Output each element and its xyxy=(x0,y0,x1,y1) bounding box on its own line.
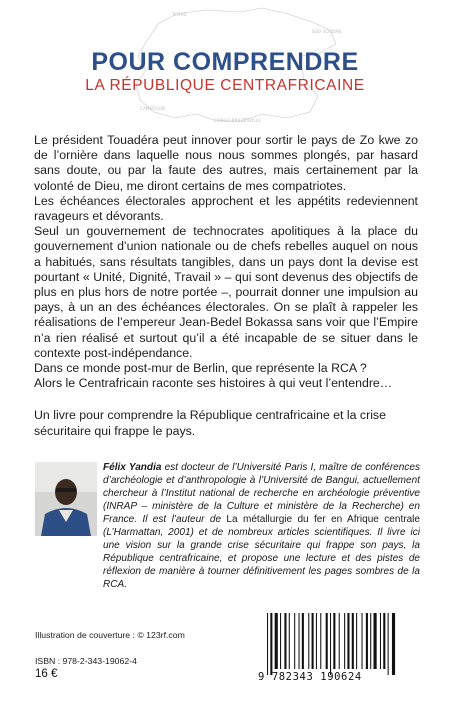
barcode-bar xyxy=(267,613,268,675)
map-label: TCHAD xyxy=(172,12,187,17)
map-label: SUD-SOUDAN xyxy=(312,29,342,34)
barcode-bar xyxy=(352,613,354,669)
summary-paragraph: Seul un gouvernement de technocrates apolitiques à la place du gouvernement d’union nationale ou de chefs rebelles auquel on nous a habitués, sans résultats tangibles, dans un pays dont la devise est pourtant « Unité, Dignité, Travail » – qui sont devenus des objectifs de plus en plus hors de notre portée –, pourrait donner une impulsion au pays, à un an des échéances électorales. On se plaît à rappeler les réalisations de l’empereur Jean-Bedel Bokassa sans voir que l’Empire n’a rien réalisé et surtout qu’il a été incapable de se situer dans le contexte post-indépendance. xyxy=(34,224,418,360)
barcode-bar xyxy=(347,613,349,669)
barcode-bar xyxy=(383,613,385,669)
barcode-bar xyxy=(330,613,331,675)
barcode-bar xyxy=(284,613,286,669)
author-bio-text: (L’Harmattan, 2001) et de nombreux articles scientifiques. Il livre ici une vision sur la grande crise sécuritaire qui frappe son pays, la République centrafricaine, et propose une lecture et des pistes de réflexion de manière à tourner définitivement les pages sombres de la RCA. xyxy=(103,527,420,591)
barcode-bar xyxy=(316,613,317,669)
author-book-title: La métallurgie du fer en Afrique centrale xyxy=(221,514,420,526)
price: 16 € xyxy=(35,668,58,680)
barcode-bar xyxy=(289,613,290,669)
barcode-bar xyxy=(302,613,304,669)
book-title: POUR COMPRENDRE xyxy=(91,48,359,76)
barcode-bar xyxy=(366,613,368,669)
map-label: CAMEROUN xyxy=(140,106,165,111)
barcode-bar xyxy=(326,613,328,669)
summary-paragraph: Le président Touadéra peut innover pour sortir le pays de Zo kwe zo de l’ornière dans laquelle nous nous sommes plongés, par hasard sans doute, ou par la faute des autres, mais certainement par la volonté de Dieu, me diront certains de mes compatriotes. xyxy=(34,133,418,193)
barcode-bar xyxy=(299,613,300,669)
illustration-credit: Illustration de couverture : © 123rf.com xyxy=(35,630,185,640)
barcode-bar xyxy=(308,613,309,669)
author-bio-text: auteur de xyxy=(176,514,222,526)
back-cover-summary xyxy=(34,133,418,439)
barcode-bar xyxy=(270,613,272,675)
barcode-bar xyxy=(356,613,357,669)
barcode-bar xyxy=(362,613,363,669)
barcode-bar xyxy=(312,613,314,669)
summary-tagline: Un livre pour comprendre la République centrafricaine et la crise sécuritaire qui frappe le pays. xyxy=(34,408,386,438)
isbn: ISBN : 978-2-343-19062-4 xyxy=(35,656,137,666)
summary-paragraph: Les échéances électorales approchent et les appétits redeviennent ravageurs et dévorants. xyxy=(34,193,418,224)
author-name: Félix Yandia xyxy=(103,462,162,473)
barcode-bar xyxy=(344,613,345,669)
barcode-bar xyxy=(333,613,335,669)
barcode-digits: 9 782343 190624 xyxy=(258,671,362,683)
barcode-bar xyxy=(275,613,278,669)
summary-paragraph: Dans ce monde post-mur de Berlin, que représente la RCA ? xyxy=(34,361,367,376)
author-bio xyxy=(103,461,420,591)
barcode-bar xyxy=(320,613,321,669)
book-subtitle: LA RÉPUBLIQUE CENTRAFRICAINE xyxy=(85,77,365,94)
barcode xyxy=(265,613,415,675)
barcode-bar xyxy=(370,613,371,669)
barcode-bar xyxy=(392,613,395,675)
barcode-bar xyxy=(280,613,281,669)
map-label: CONGO-BRAZZAVILLE xyxy=(214,118,261,123)
barcode-bar xyxy=(374,613,377,669)
barcode-bar xyxy=(294,613,295,669)
barcode-bar xyxy=(388,613,389,675)
author-photo xyxy=(35,462,97,536)
barcode-bar xyxy=(339,613,340,669)
author-bio-text: est docteur de l’Université Paris I, maître de conférences d’archéologie et d’anthropologie à l’Université de Bangui, actuellement chercheur à l’Institut national de recherche en archéologie préventive (INRAP – ministère de la Culture et ministère de la Recherche) en France. Il est l’ xyxy=(103,462,420,526)
barcode-bar xyxy=(380,613,381,669)
summary-paragraph: Alors le Centrafricain raconte ses histoires à qui veut l’entendre… xyxy=(34,376,393,391)
cover-header xyxy=(0,0,450,130)
